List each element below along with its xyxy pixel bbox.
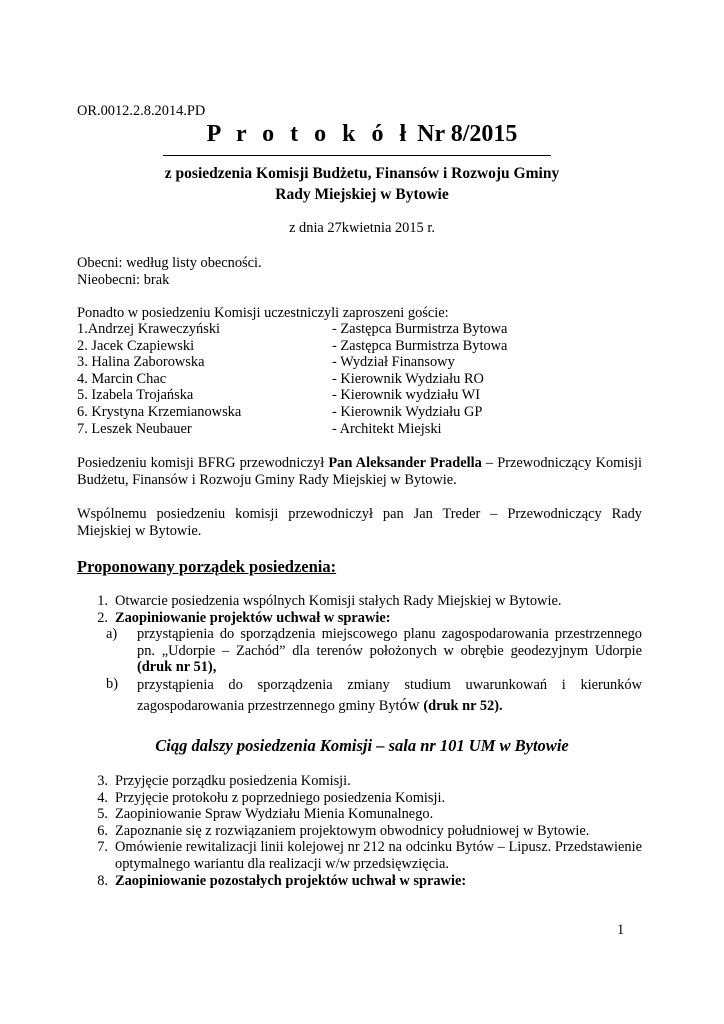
continued-session-heading: Ciąg dalszy posiedzenia Komisji – sala nr 101 UM w Bytowie <box>155 736 569 755</box>
agenda-subitem-label: a) <box>106 626 118 643</box>
guest-role: - Wydział Finansowy <box>332 354 455 371</box>
guest-name: 1.Andrzej Kraweczyński <box>77 321 221 337</box>
attendance-block <box>77 255 642 288</box>
meeting-date: z dnia 27kwietnia 2015 r. <box>289 220 435 236</box>
guest-role: - Kierownik wydziału WI <box>332 387 480 404</box>
subitem-b-text: przystąpienia do sporządzenia zmiany studium uwarunkowań i kierunków zagospodarowania przestrzennego gminy Byt <box>137 676 642 714</box>
agenda-item-text: Zaopiniowanie Spraw Wydziału Mienia Komunalnego. <box>115 806 434 823</box>
agenda-heading: Proponowany porządek posiedzenia: <box>77 557 337 576</box>
agenda-item <box>77 790 642 807</box>
guest-role: - Kierownik Wydziału GP <box>332 403 483 420</box>
agenda-subitem-text <box>137 676 642 716</box>
agenda-item-text: Zaopiniowanie projektów uchwał w sprawie: <box>115 609 391 626</box>
joint-session-paragraph: Wspólnemu posiedzeniu komisji przewodniczył pan Jan Treder – Przewodniczący Rady Miejskiej w Bytowie. <box>77 506 642 539</box>
guest-role: - Zastępca Burmistrza Bytowa <box>332 321 508 337</box>
guest-name: 7. Leszek Neubauer <box>77 420 192 437</box>
subtitle-line-2: Rady Miejskiej w Bytowie <box>275 186 449 203</box>
agenda-item <box>77 873 642 890</box>
agenda-item <box>77 839 642 872</box>
agenda-subitem <box>77 676 642 716</box>
chair-pre: Posiedzeniu komisji BFRG przewodniczył <box>77 455 325 471</box>
guest-name: 6. Krystyna Krzemianowska <box>77 403 242 420</box>
guest-row <box>77 338 642 355</box>
guest-name: 2. Jacek Czapiewski <box>77 337 195 354</box>
agenda-item-number: 1. <box>97 593 108 609</box>
page-number: 1 <box>617 922 625 938</box>
title-underline-rule <box>163 155 551 156</box>
agenda-item <box>77 773 642 790</box>
agenda-item <box>77 593 642 610</box>
agenda-item-text: Zapoznanie się z rozwiązaniem projektowym obwodnicy południowej w Bytowie. <box>115 822 590 839</box>
guest-row <box>77 354 642 371</box>
subtitle-line-1: z posiedzenia Komisji Budżetu, Finansów i Rozwoju Gminy <box>164 165 560 182</box>
agenda-item-number: 5. <box>97 806 108 823</box>
guest-name: 3. Halina Zaborowska <box>77 354 205 371</box>
agenda-subitem <box>77 626 642 676</box>
chair-post: – Przewodniczący Komisji Budżetu, Finansów i Rozwoju Gminy Rady Miejskiej w Bytowie. <box>77 455 642 488</box>
agenda-item-number: 6. <box>97 822 108 839</box>
chair-paragraph <box>77 455 642 488</box>
subitem-a-print-number: (druk nr 51), <box>137 659 217 676</box>
agenda-list-continued <box>77 773 642 889</box>
title-word: P r o t o k ó ł <box>206 121 412 147</box>
agenda-item <box>77 610 642 627</box>
guest-name: 4. Marcin Chac <box>77 370 167 387</box>
attendance-absent: Nieobecni: brak <box>77 271 170 288</box>
guest-row <box>77 321 642 338</box>
agenda-item-number: 4. <box>97 789 108 806</box>
subitem-b-print-number: (druk nr 52). <box>423 697 503 714</box>
guest-role: - Kierownik Wydziału RO <box>332 370 484 387</box>
document-reference: OR.0012.2.8.2014.PD <box>77 103 206 119</box>
agenda-item-number: 8. <box>97 872 108 889</box>
guest-row <box>77 421 642 438</box>
agenda-item-number: 7. <box>97 839 108 856</box>
guest-list <box>77 321 642 437</box>
guest-role: - Zastępca Burmistrza Bytowa <box>332 337 508 354</box>
attendance-present: Obecni: według listy obecności. <box>77 255 262 271</box>
agenda-item-text: Przyjęcie protokołu z poprzedniego posiedzenia Komisji. <box>115 789 446 806</box>
agenda-subitem-text <box>137 626 642 676</box>
guest-row <box>77 387 642 404</box>
guest-row <box>77 371 642 388</box>
agenda-item <box>77 806 642 823</box>
agenda-subitem-label: b) <box>106 675 118 692</box>
agenda-item-text: Przyjęcie porządku posiedzenia Komisji. <box>115 773 351 789</box>
agenda-item-text: Otwarcie posiedzenia wspólnych Komisji stałych Rady Miejskiej w Bytowie. <box>115 593 562 609</box>
agenda-list <box>77 593 642 716</box>
guest-name: 5. Izabela Trojańska <box>77 387 194 404</box>
agenda-item-number: 3. <box>97 773 108 789</box>
document-subtitle <box>0 163 724 205</box>
guests-intro: Ponadto w posiedzeniu Komisji uczestniczyli zaproszeni goście: <box>77 305 449 321</box>
agenda-item-text: Omówienie rewitalizacji linii kolejowej nr 212 na odcinku Bytów – Lipusz. Przedstawienie optymalnego wariantu dla realizacji w/w przedsięwzięcia. <box>115 839 642 872</box>
agenda-item-text: Zaopiniowanie pozostałych projektów uchwał w sprawie: <box>115 872 467 889</box>
subitem-a-text: przystąpienia do sporządzenia miejscowego planu zagospodarowania przestrzennego pn. „Udorpie – Zachód” dla terenów położonych w obrębie geodezyjnym Udorpie <box>137 626 642 659</box>
document-title <box>0 120 724 148</box>
guest-row <box>77 404 642 421</box>
agenda-item-number: 2. <box>97 609 108 626</box>
agenda-item <box>77 823 642 840</box>
subitem-b-text-end: ów <box>399 694 420 714</box>
guest-role: - Architekt Miejski <box>332 420 442 437</box>
title-number: Nr 8/2015 <box>417 121 518 147</box>
chair-name: Pan Aleksander Pradella <box>328 455 482 471</box>
